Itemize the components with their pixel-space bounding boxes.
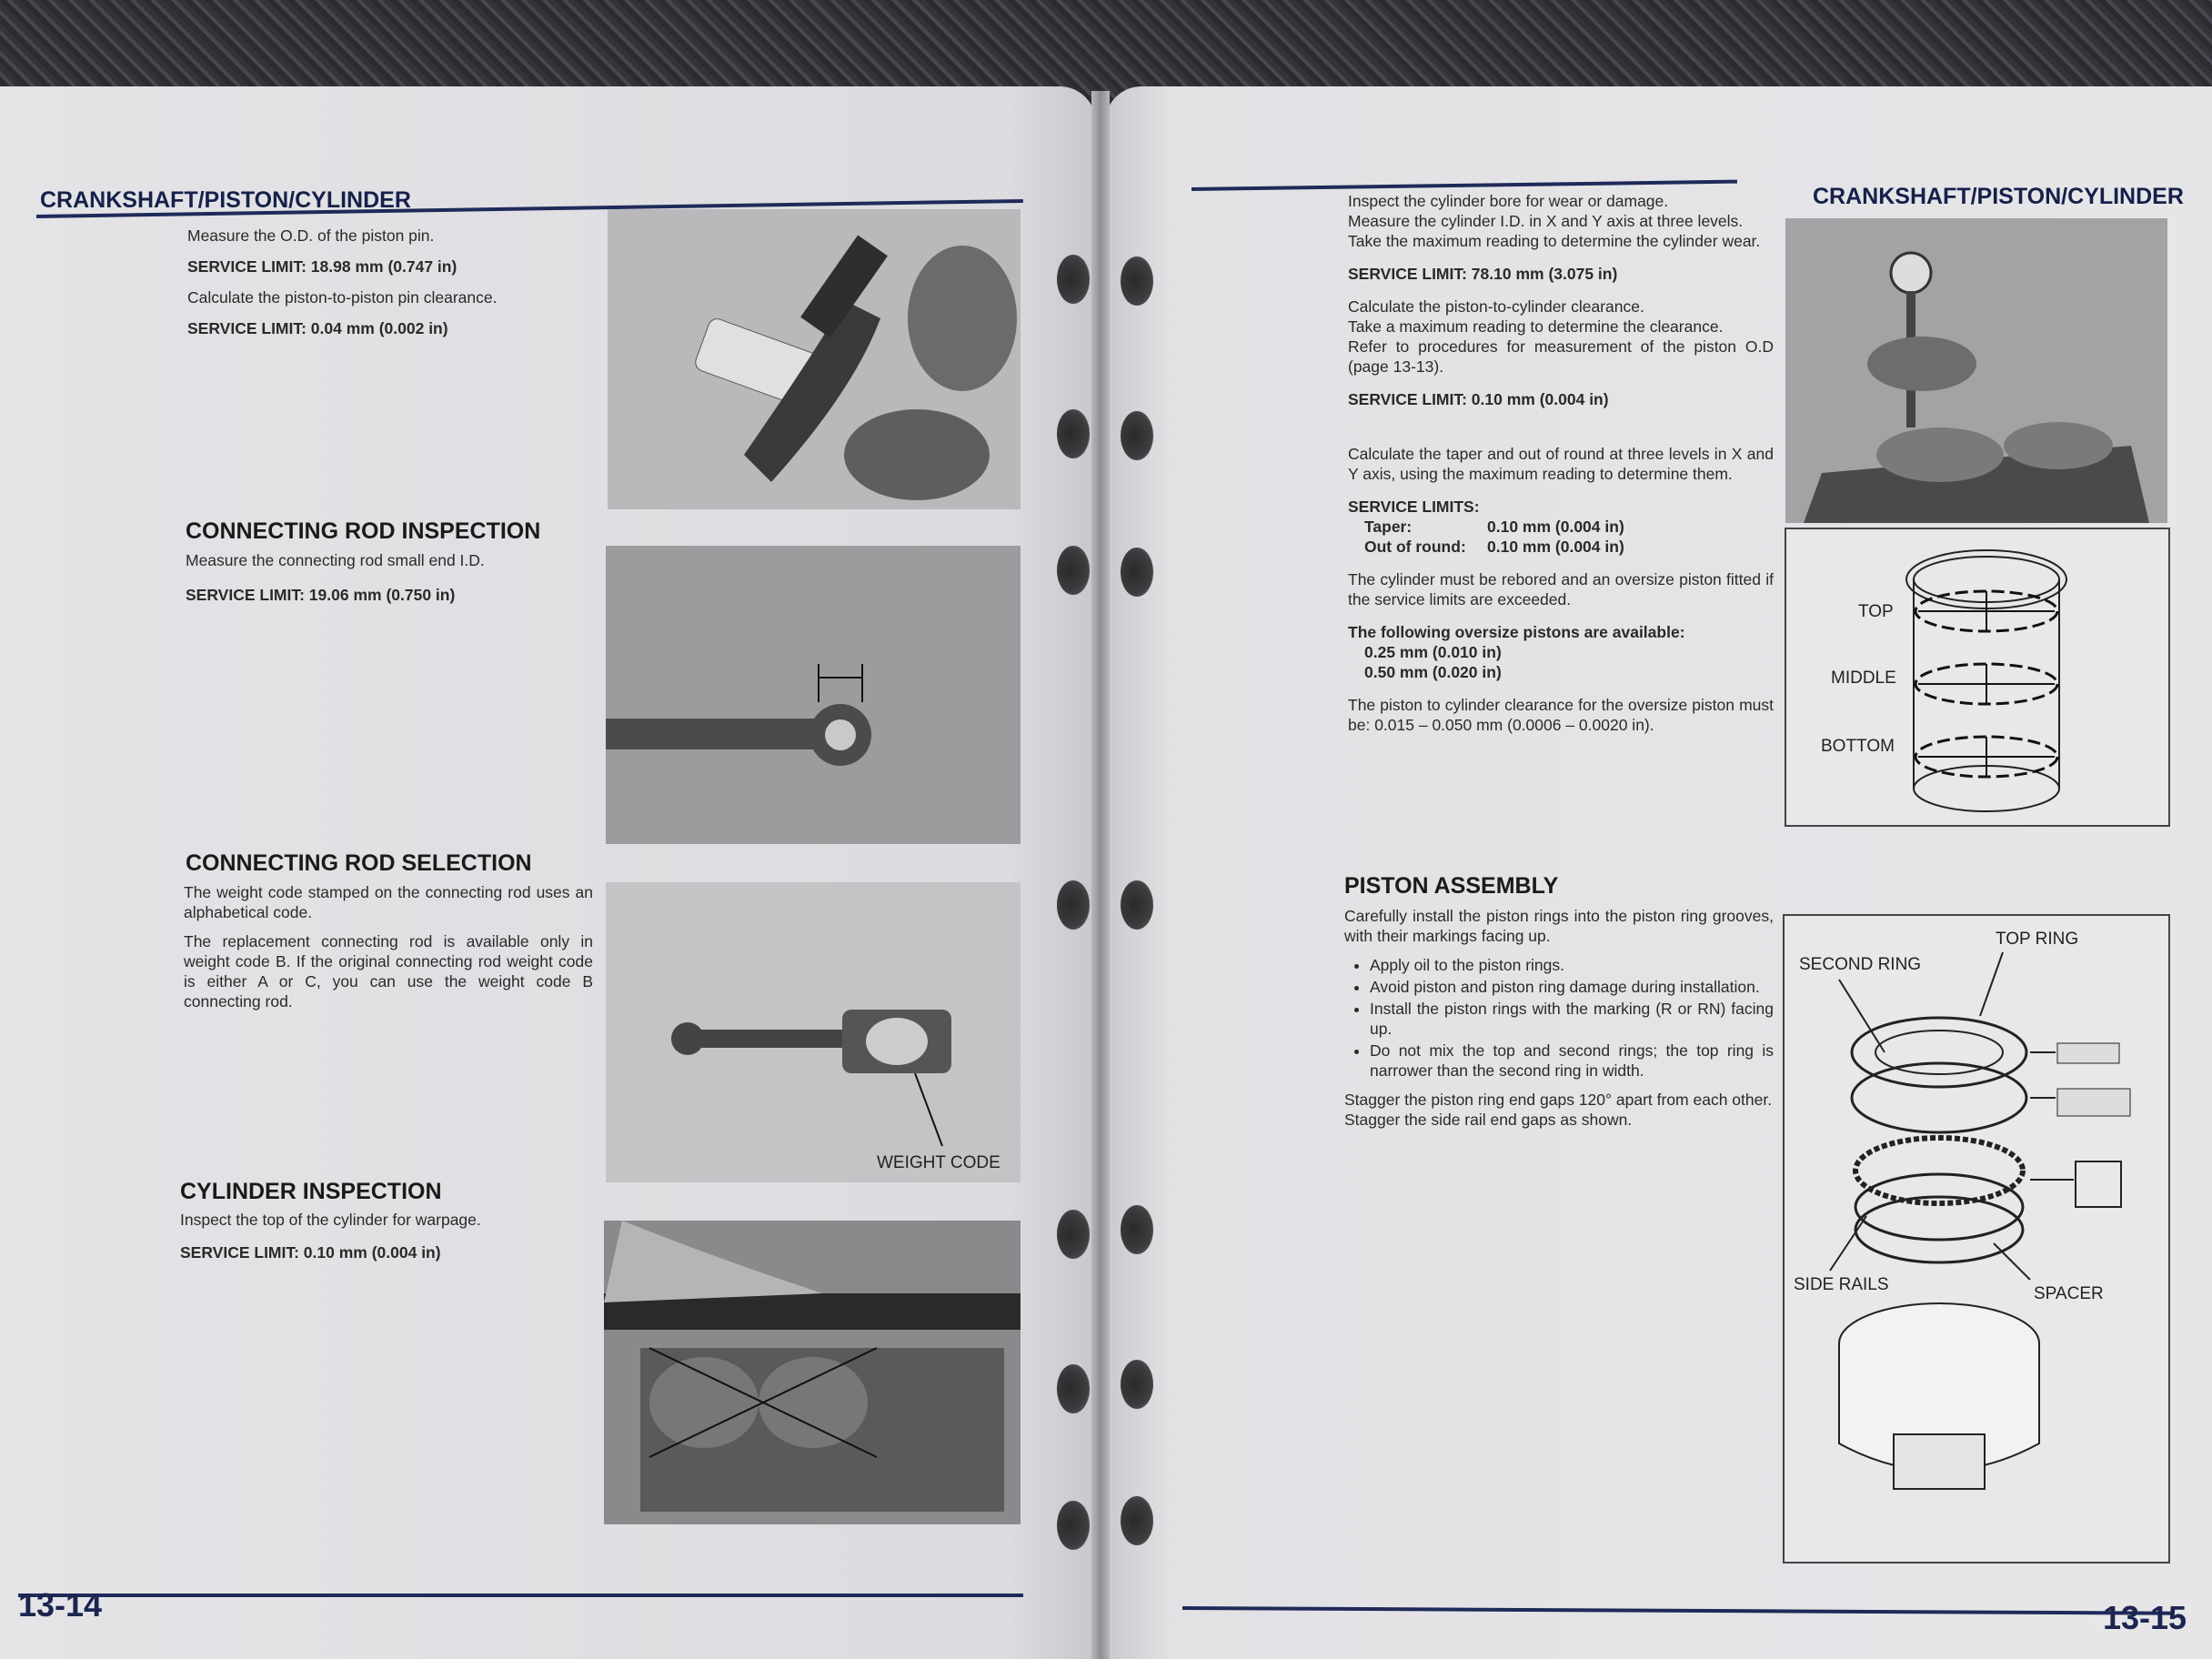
label-top-ring: TOP RING bbox=[1996, 930, 2079, 949]
assembly-bullets bbox=[1344, 955, 1774, 1081]
book-gutter bbox=[1091, 91, 1110, 1659]
assembly-p2: Stagger the side rail end gaps as shown. bbox=[1344, 1111, 1633, 1129]
label-side-rails: SIDE RAILS bbox=[1794, 1275, 1889, 1294]
rod-small-end-photo bbox=[606, 546, 1021, 844]
rod-inspection-title: CONNECTING ROD INSPECTION bbox=[186, 518, 541, 544]
bore-limit-2: SERVICE LIMIT: 0.10 mm (0.004 in) bbox=[1348, 390, 1609, 408]
right-page-number: 13-15 bbox=[2103, 1599, 2187, 1636]
bore-gauge-illustration bbox=[1785, 218, 2167, 523]
connecting-rod-small-end-illustration bbox=[606, 546, 1021, 844]
rod-weight-code-photo bbox=[606, 882, 1021, 1182]
bore-p9: The piston to cylinder clearance for the oversize piston must be: 0.015 – 0.050 mm (0.0006 – 0.0020 in). bbox=[1348, 696, 1774, 734]
pin-line-1: Measure the O.D. of the piston pin. bbox=[187, 226, 435, 245]
cylinder-warpage-photo bbox=[604, 1221, 1021, 1524]
weight-code-callout: WEIGHT CODE bbox=[877, 1153, 1000, 1172]
assembly-bullet: • Install the piston rings with the marking (R or RN) facing up. bbox=[1370, 999, 1774, 1039]
service-limits-title: SERVICE LIMITS: bbox=[1348, 498, 1480, 516]
assembly-intro: Carefully install the piston rings into the piston ring grooves, with their markings facing up. bbox=[1344, 907, 1774, 945]
piston-pin-text bbox=[187, 226, 588, 338]
bore-limit-1: SERVICE LIMIT: 78.10 mm (3.075 in) bbox=[1348, 265, 1618, 283]
binder-hole bbox=[1057, 1501, 1090, 1550]
limits-table bbox=[1348, 517, 1774, 557]
pin-line-2: Calculate the piston-to-piston pin clearance. bbox=[187, 288, 498, 307]
binder-hole bbox=[1121, 880, 1153, 930]
pin-limit-2: SERVICE LIMIT: 0.04 mm (0.002 in) bbox=[187, 319, 448, 337]
binder-hole bbox=[1057, 1364, 1090, 1413]
bore-gauge-photo bbox=[1785, 218, 2167, 523]
oversize-title: The following oversize pistons are available: bbox=[1348, 623, 1685, 641]
left-page-header: CRANKSHAFT/PISTON/CYLINDER bbox=[40, 187, 411, 213]
binder-hole bbox=[1057, 880, 1090, 930]
bore-p1: Inspect the cylinder bore for wear or damage. bbox=[1348, 192, 1669, 210]
left-footer-rule bbox=[18, 1594, 1023, 1597]
binder-hole bbox=[1057, 1210, 1090, 1259]
micrometer-illustration bbox=[608, 209, 1021, 509]
piston-ring-diagram bbox=[1783, 914, 2170, 1563]
taper-label: Taper: bbox=[1364, 518, 1413, 536]
binder-hole bbox=[1057, 409, 1090, 458]
cylinder-inspection-title: CYLINDER INSPECTION bbox=[180, 1179, 442, 1204]
piston-assembly-title: PISTON ASSEMBLY bbox=[1344, 873, 1559, 899]
piston-rings-illustration bbox=[1785, 916, 2168, 1562]
assembly-p1: Stagger the piston ring end gaps 120° apart from each other. bbox=[1344, 1091, 1773, 1109]
bore-p3: Take the maximum reading to determine the cylinder wear. bbox=[1348, 232, 1761, 250]
assembly-bullet: • Apply oil to the piston rings. bbox=[1370, 955, 1774, 975]
cylinder-block-illustration bbox=[604, 1221, 1021, 1524]
oversize-1: 0.25 mm (0.010 in) bbox=[1364, 643, 1502, 661]
cylinder-inspection-line: Inspect the top of the cylinder for warpage. bbox=[180, 1211, 481, 1229]
oor-value: 0.10 mm (0.004 in) bbox=[1487, 538, 1624, 556]
oversize-list bbox=[1348, 642, 1774, 682]
cylinder-inspection-limit: SERVICE LIMIT: 0.10 mm (0.004 in) bbox=[180, 1243, 441, 1262]
binder-hole bbox=[1121, 1205, 1153, 1254]
left-page-number: 13-14 bbox=[18, 1586, 103, 1624]
label-second-ring: SECOND RING bbox=[1799, 955, 1922, 974]
binder-hole bbox=[1121, 1496, 1153, 1545]
binder-hole bbox=[1057, 255, 1090, 304]
pin-limit-1: SERVICE LIMIT: 18.98 mm (0.747 in) bbox=[187, 257, 457, 276]
rod-selection-title: CONNECTING ROD SELECTION bbox=[186, 850, 532, 876]
label-spacer: SPACER bbox=[2034, 1284, 2104, 1303]
piston-assembly-text bbox=[1344, 906, 1774, 1130]
label-middle: MIDDLE bbox=[1831, 669, 1896, 688]
cylinder-bore-text bbox=[1348, 191, 1774, 735]
assembly-bullet: • Avoid piston and piston ring damage during installation. bbox=[1370, 977, 1774, 997]
binder-hole bbox=[1057, 546, 1090, 595]
bore-p5: Take a maximum reading to determine the clearance. bbox=[1348, 317, 1724, 336]
bore-p8: The cylinder must be rebored and an oversize piston fitted if the service limits are exceeded. bbox=[1348, 570, 1774, 608]
binder-hole bbox=[1121, 411, 1153, 460]
rod-selection-p1: The weight code stamped on the connecting rod uses an alphabetical code. bbox=[184, 883, 593, 921]
bore-p2: Measure the cylinder I.D. in X and Y axis at three levels. bbox=[1348, 212, 1744, 230]
label-bottom: BOTTOM bbox=[1821, 737, 1895, 756]
connecting-rod-illustration bbox=[606, 882, 1021, 1182]
cylinder-inspection-text bbox=[180, 1210, 580, 1262]
rod-selection-p2: The replacement connecting rod is available only in weight code B. If the original connecting rod weight code is either A or C, you can use the weight code B connecting rod. bbox=[184, 932, 593, 1010]
rod-inspection-limit: SERVICE LIMIT: 19.06 mm (0.750 in) bbox=[186, 586, 456, 604]
assembly-bullet: • Do not mix the top and second rings; the top ring is narrower than the second ring in width. bbox=[1370, 1041, 1774, 1081]
rod-selection-text bbox=[184, 882, 593, 1011]
binder-hole bbox=[1121, 548, 1153, 597]
right-page-header: CRANKSHAFT/PISTON/CYLINDER bbox=[1813, 184, 2184, 209]
oor-label: Out of round: bbox=[1364, 538, 1466, 556]
bore-p4: Calculate the piston-to-cylinder clearance. bbox=[1348, 297, 1644, 316]
binder-hole bbox=[1121, 256, 1153, 306]
taper-value: 0.10 mm (0.004 in) bbox=[1487, 518, 1624, 536]
bore-p6: Refer to procedures for measurement of the piston O.D (page 13-13). bbox=[1348, 337, 1774, 376]
rod-inspection-text bbox=[186, 550, 586, 605]
oversize-2: 0.50 mm (0.020 in) bbox=[1364, 663, 1502, 681]
bore-p7: Calculate the taper and out of round at three levels in X and Y axis, using the maximum reading to determine them. bbox=[1348, 445, 1774, 483]
label-top: TOP bbox=[1858, 602, 1894, 621]
piston-pin-photo bbox=[608, 209, 1021, 509]
binder-hole bbox=[1121, 1360, 1153, 1409]
rod-inspection-line: Measure the connecting rod small end I.D. bbox=[186, 551, 485, 569]
